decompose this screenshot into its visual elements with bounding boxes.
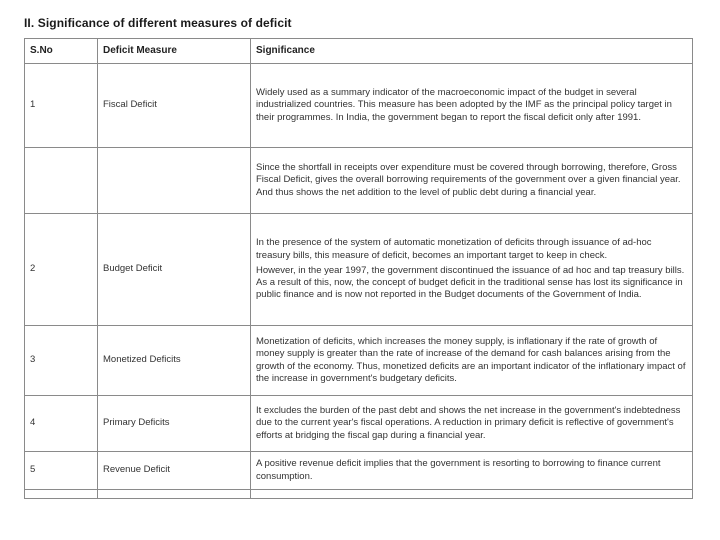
row-sno: 1	[25, 64, 98, 148]
row-deficit-measure: Revenue Deficit	[98, 452, 251, 490]
row-significance	[251, 64, 693, 148]
table-row	[25, 214, 693, 326]
significance-text: It excludes the burden of the past debt and shows the net increase in the government's indebtedness due to the current year's fiscal operations. A reduction in primary deficit is reflective of government's efforts at bridging the fiscal gap during a financial year.	[256, 405, 681, 441]
header-significance: Significance	[251, 39, 693, 64]
table-header-row	[25, 39, 693, 64]
table-row	[25, 396, 693, 452]
significance-text: Widely used as a summary indicator of the macroeconomic impact of the budget in several industrialized countries. This measure has been adopted by the IMF as the principal policy target in their programmes. In India, the government began to report the fiscal deficit only after 1991.	[256, 87, 672, 123]
table-row-trailing	[25, 490, 693, 499]
trailing-cell	[98, 490, 251, 499]
header-deficit-measure: Deficit Measure	[98, 39, 251, 64]
row-deficit-measure: Fiscal Deficit	[98, 64, 251, 148]
row-sno: 5	[25, 452, 98, 490]
significance-text: However, in the year 1997, the government discontinued the issuance of ad hoc and tap treasury bills. As a result of this, now, the concept of budget deficit in the traditional sense has lost its significance in public finance and is now not reported in the Budget documents of the Government of India.	[256, 264, 685, 301]
row-deficit-measure	[98, 148, 251, 214]
row-sno: 2	[25, 214, 98, 326]
table-row	[25, 64, 693, 148]
row-deficit-measure: Budget Deficit	[98, 214, 251, 326]
deficit-measures-table	[24, 38, 693, 499]
significance-text: Since the shortfall in receipts over expenditure must be covered through borrowing, therefore, Gross Fiscal Deficit, gives the overall borrowing requirements of the government over a given financial year. And thus shows the net addition to the level of public debt during a financial year.	[256, 162, 681, 198]
row-deficit-measure: Primary Deficits	[98, 396, 251, 452]
row-significance	[251, 452, 693, 490]
row-sno: 3	[25, 326, 98, 396]
significance-text: In the presence of the system of automatic monetization of deficits through issuance of ad-hoc treasury bills, this measure of deficit, becomes an important target to keep in check.	[256, 237, 652, 261]
row-deficit-measure: Monetized Deficits	[98, 326, 251, 396]
significance-text: Monetization of deficits, which increases the money supply, is inflationary if the rate of growth of money supply is greater than the rate of increase of the demand for cash balances arising from the growth of the economy. Thus, monetized deficits are an important indicator of the inflationary impact of the increase in government's budgetary deficits.	[256, 336, 686, 384]
row-significance	[251, 396, 693, 452]
row-significance	[251, 326, 693, 396]
significance-text: A positive revenue deficit implies that the government is resorting to borrowing to finance current consumption.	[256, 458, 661, 482]
row-sno: 4	[25, 396, 98, 452]
row-significance	[251, 148, 693, 214]
row-sno	[25, 148, 98, 214]
row-significance	[251, 214, 693, 326]
header-sno: S.No	[25, 39, 98, 64]
table-row	[25, 148, 693, 214]
trailing-cell	[251, 490, 693, 499]
trailing-cell	[25, 490, 98, 499]
table-row	[25, 452, 693, 490]
page-title: II. Significance of different measures of deficit	[24, 16, 292, 30]
table-row	[25, 326, 693, 396]
